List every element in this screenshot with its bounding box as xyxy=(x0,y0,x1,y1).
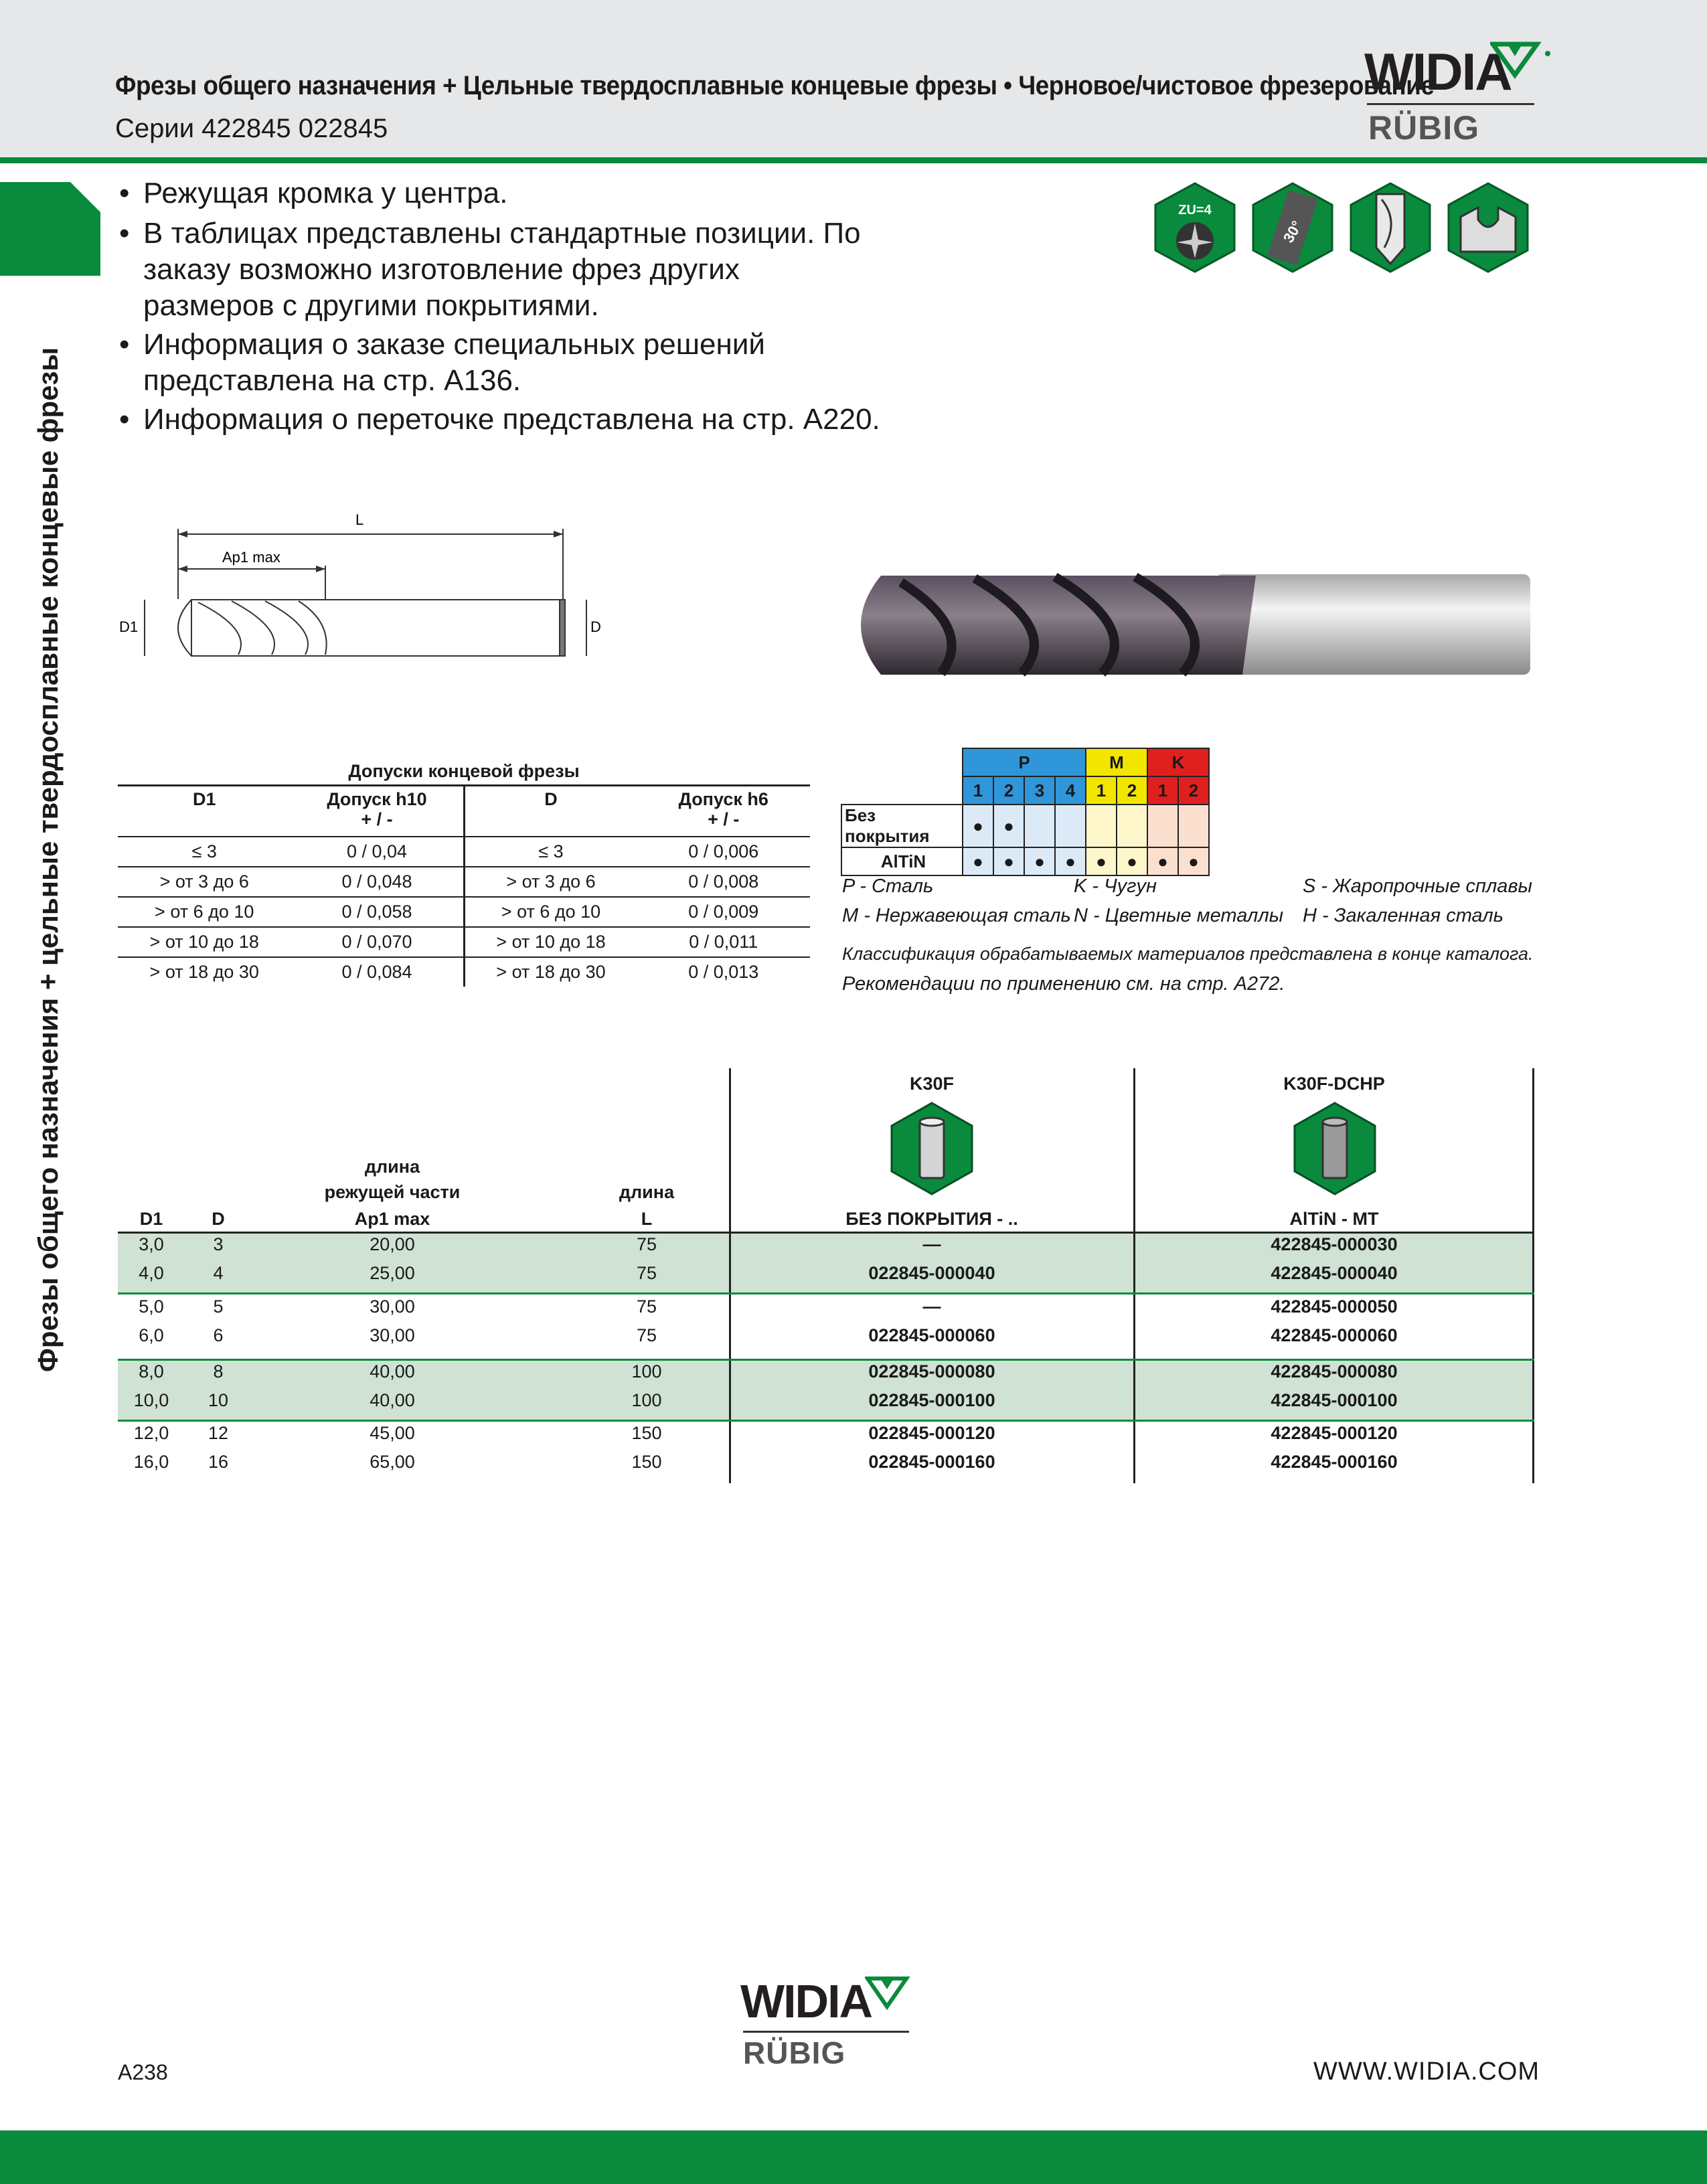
cell-k30f-dchp-code: 422845-000040 xyxy=(1271,1263,1398,1283)
cell-k30f-dchp-code: 422845-000050 xyxy=(1271,1296,1398,1317)
cell-k30f-dchp-code: 422845-000060 xyxy=(1271,1325,1398,1345)
cell-l: 75 xyxy=(636,1263,657,1283)
col-header-ap1-line2: режущей части xyxy=(324,1182,461,1202)
footer-logo-divider xyxy=(743,2031,909,2033)
cell-l: 75 xyxy=(636,1234,657,1254)
col-header-l-line1: длина xyxy=(619,1182,675,1202)
widia-logo xyxy=(1364,41,1538,149)
logo-triangle-icon xyxy=(1490,40,1557,80)
cell-k30f-dchp-code: 422845-000160 xyxy=(1271,1452,1398,1472)
page-subtitle: Серии 422845 022845 xyxy=(115,114,388,143)
tolerance-caption: Допуски концевой фрезы xyxy=(118,758,810,786)
footer-logo-widia: WIDIA xyxy=(740,1975,872,2027)
col-header-d1: D1 xyxy=(139,1209,163,1229)
logo-widia-text: WIDIA xyxy=(1364,42,1512,101)
zu4-flutes-icon xyxy=(1151,181,1238,274)
cell-d1: 3,0 xyxy=(139,1234,164,1254)
grade-k30f-dchp-icon xyxy=(1291,1100,1379,1197)
table-row: > от 10 до 18 0 / 0,070 > от 10 до 18 0 / 0,011 xyxy=(118,927,810,957)
cell-d1: 5,0 xyxy=(139,1296,164,1317)
legend-k: K - Чугун xyxy=(1074,875,1157,897)
material-row-altin: AlTiN ● ● ● ● ● ● ● ● xyxy=(841,847,1209,875)
cell-ap1: 20,00 xyxy=(370,1234,415,1254)
cell-k30f-code: 022845-000160 xyxy=(868,1452,995,1472)
group-line-3 xyxy=(118,1420,1534,1422)
grade-coating-k30f: БЕЗ ПОКРЫТИЯ - .. xyxy=(845,1209,1018,1229)
cell-ap1: 25,00 xyxy=(370,1263,415,1283)
cell-k30f-code: 022845-000080 xyxy=(868,1361,995,1381)
cell-d1: 6,0 xyxy=(139,1325,164,1345)
footer-logo xyxy=(740,1975,914,2088)
table-row: > от 6 до 10 0 / 0,058 > от 6 до 10 0 / 0,009 xyxy=(118,897,810,927)
legend-m: M - Нержавеющая сталь xyxy=(842,905,1071,926)
cell-d: 10 xyxy=(208,1390,229,1410)
page-number: A238 xyxy=(118,2060,168,2084)
grade-name-k30f: K30F xyxy=(909,1074,955,1094)
logo-rubig-text: RÜBIG xyxy=(1368,109,1480,147)
legend-s: S - Жаропрочные сплавы xyxy=(1303,875,1532,897)
group-line-1 xyxy=(118,1292,1534,1294)
cell-k30f-code: 022845-000060 xyxy=(868,1325,995,1345)
cell-d1: 16,0 xyxy=(133,1452,169,1472)
cell-ap1: 40,00 xyxy=(370,1390,415,1410)
cell-d: 6 xyxy=(213,1325,224,1345)
svg-text:D: D xyxy=(590,618,601,635)
table-row: > от 3 до 6 0 / 0,048 > от 3 до 6 0 / 0,008 xyxy=(118,867,810,897)
grade-coating-k30f-dchp: AlTiN - MT xyxy=(1289,1209,1379,1229)
cell-d: 12 xyxy=(208,1423,229,1443)
cell-ap1: 30,00 xyxy=(370,1325,415,1345)
section-tab xyxy=(0,182,100,276)
legend-n: N - Цветные металлы xyxy=(1074,905,1284,926)
legend-p: P - Сталь xyxy=(842,875,934,897)
cell-d: 16 xyxy=(208,1452,229,1472)
footer-logo-rubig: RÜBIG xyxy=(743,2035,846,2070)
cell-k30f-dchp-code: 422845-000100 xyxy=(1271,1390,1398,1410)
svg-text:D1: D1 xyxy=(119,618,139,635)
table-row: > от 18 до 30 0 / 0,084 > от 18 до 30 0 / 0,013 xyxy=(118,957,810,987)
group-line-2 xyxy=(118,1359,1534,1361)
cell-ap1: 40,00 xyxy=(370,1361,415,1381)
cell-l: 150 xyxy=(631,1452,662,1472)
cell-d: 4 xyxy=(213,1263,224,1283)
svg-text:L: L xyxy=(355,511,364,528)
col-header-ap1-line1: длина xyxy=(364,1157,420,1177)
footer-logo-triangle-icon xyxy=(865,1975,912,2015)
page-title: Фрезы общего назначения + Цельные твердосплавные концевые фрезы • Черновое/чистовое фрезерование xyxy=(115,71,1435,100)
cell-d1: 10,0 xyxy=(133,1390,169,1410)
helix-30-icon xyxy=(1249,181,1336,274)
cell-l: 150 xyxy=(631,1423,662,1443)
tolerance-table xyxy=(118,758,810,987)
bullet-2: • В таблицах представлены стандартные позиции. По заказу возможно изготовление фрез других размеров с другими покрытиями. xyxy=(119,217,861,322)
tol-header-d1: D1 xyxy=(118,786,291,837)
center-cutting-icon xyxy=(1347,181,1434,274)
cell-d1: 8,0 xyxy=(139,1361,164,1381)
end-mill-photo xyxy=(841,569,1537,689)
section-vertical-label: Фрезы общего назначения + цельные твердосплавные концевые фрезы xyxy=(32,347,64,1372)
cell-ap1: 30,00 xyxy=(370,1296,415,1317)
cell-d: 3 xyxy=(213,1234,224,1254)
cell-l: 100 xyxy=(631,1390,662,1410)
cell-k30f-dchp-code: 422845-000080 xyxy=(1271,1361,1398,1381)
legend-h: H - Закаленная сталь xyxy=(1303,905,1503,926)
grade-name-k30f-dchp: K30F-DCHP xyxy=(1283,1074,1385,1094)
website-link[interactable]: WWW.WIDIA.COM xyxy=(1313,2057,1540,2086)
cell-l: 75 xyxy=(636,1296,657,1317)
cell-d1: 4,0 xyxy=(139,1263,164,1283)
footer-bar xyxy=(0,2130,1707,2184)
logo-divider xyxy=(1367,103,1534,105)
cell-k30f-code: 022845-000120 xyxy=(868,1423,995,1443)
col-header-l-line2: L xyxy=(641,1209,653,1229)
material-group-m: M xyxy=(1086,748,1147,776)
bullet-3: • Информация о заказе специальных решений представлена на стр. A136. xyxy=(119,328,765,397)
svg-text:ZU=4: ZU=4 xyxy=(1178,203,1212,218)
col-header-ap1-line3: Ap1 max xyxy=(354,1209,430,1229)
cell-l: 100 xyxy=(631,1361,662,1381)
cell-d: 5 xyxy=(213,1296,224,1317)
tol-header-d: D xyxy=(464,786,637,837)
cell-l: 75 xyxy=(636,1325,657,1345)
material-group-p: P xyxy=(963,748,1086,776)
cell-ap1: 45,00 xyxy=(370,1423,415,1443)
cell-k30f-code: 022845-000040 xyxy=(868,1263,995,1283)
svg-text:Ap1 max: Ap1 max xyxy=(222,549,280,566)
cell-k30f-code: — xyxy=(922,1234,941,1254)
grade-k30f-icon xyxy=(888,1100,976,1197)
tool-dimension-drawing xyxy=(118,502,613,663)
col-header-d: D xyxy=(212,1209,225,1229)
tol-header-h6: Допуск h6 + / - xyxy=(637,786,811,837)
header-bottom-line xyxy=(118,1232,1534,1234)
cell-d: 8 xyxy=(213,1361,224,1381)
cell-d1: 12,0 xyxy=(133,1423,169,1443)
material-group-k: K xyxy=(1147,748,1209,776)
tol-header-h10: Допуск h10 + / - xyxy=(291,786,465,837)
application-note: Рекомендации по применению см. на стр. A272. xyxy=(842,973,1285,995)
cell-k30f-dchp-code: 422845-000120 xyxy=(1271,1423,1398,1443)
svg-text:30°: 30° xyxy=(1279,218,1306,246)
bullet-4: • Информация о переточке представлена на стр. A220. xyxy=(119,403,880,436)
header-rule xyxy=(0,157,1707,163)
table-row: ≤ 3 0 / 0,04 ≤ 3 0 / 0,006 xyxy=(118,837,810,867)
material-application-table: P M K 1 2 3 4 1 2 1 2 Без покрытия ● ● AlTiN ● ● ● ● ● ● ● ● xyxy=(841,748,1210,876)
cell-k30f-code: — xyxy=(922,1296,941,1317)
material-note: Классификация обрабатываемых материалов представлена в конце каталога. xyxy=(842,944,1534,964)
material-row-uncoated: Без покрытия ● ● xyxy=(841,805,1209,847)
cell-ap1: 65,00 xyxy=(370,1452,415,1472)
product-table xyxy=(118,1068,1534,1483)
cell-k30f-code: 022845-000100 xyxy=(868,1390,995,1410)
ball-nose-profile-icon xyxy=(1445,181,1532,274)
bullet-1: • Режущая кромка у центра. xyxy=(119,177,508,209)
cell-k30f-dchp-code: 422845-000030 xyxy=(1271,1234,1398,1254)
